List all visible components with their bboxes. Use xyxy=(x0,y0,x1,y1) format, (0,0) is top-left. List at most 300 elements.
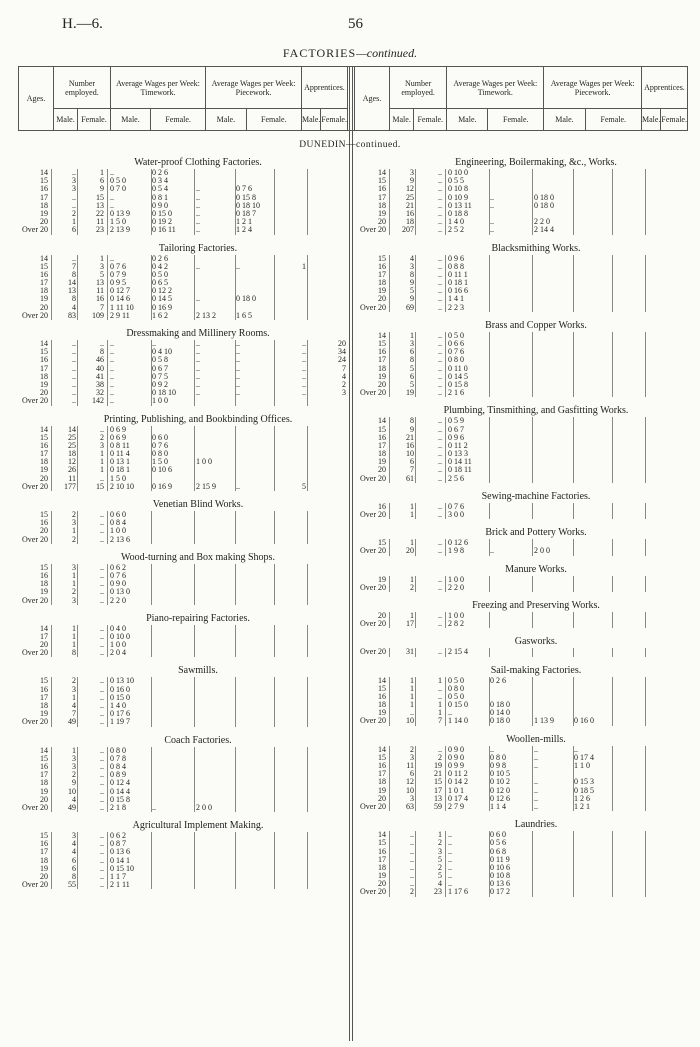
table-section xyxy=(18,156,348,235)
column-rule xyxy=(645,831,646,897)
cell-timework-male: 1 0 0 xyxy=(448,610,464,620)
cell-number-male: 3 xyxy=(72,595,76,605)
cell-age: 16 xyxy=(40,839,48,849)
column-rule xyxy=(389,332,390,398)
cell-timework-female: 0 9 8 xyxy=(490,761,506,770)
cell-timework-male: .. xyxy=(110,347,114,357)
cell-timework-male: .. xyxy=(110,355,114,365)
table-row xyxy=(18,255,348,263)
cell-timework-male: 0 13 3 xyxy=(448,449,468,459)
cell-timework-female: 0 10 5 xyxy=(490,769,510,779)
table-row xyxy=(18,641,348,649)
cell-timework-male: 0 14 2 xyxy=(448,777,468,787)
cell-timework-female: 0 16 9 xyxy=(152,302,172,312)
cell-piecework-female: 1 2 1 xyxy=(574,801,590,811)
cell-age: 15 xyxy=(378,683,386,693)
cell-timework-male: .. xyxy=(110,363,114,373)
cell-age: Over 20 xyxy=(22,717,48,727)
table-row xyxy=(18,694,348,702)
cell-timework-male: .. xyxy=(448,838,452,848)
column-rule xyxy=(274,169,275,235)
cell-number-male: 83 xyxy=(68,310,76,320)
table-row xyxy=(18,865,348,873)
column-rule xyxy=(573,332,574,398)
cell-number-female: 2 xyxy=(100,432,104,442)
cell-number-male: .. xyxy=(72,363,76,373)
table-section xyxy=(356,404,686,483)
table-row xyxy=(356,373,686,381)
cell-timework-male: 0 13 10 xyxy=(110,676,134,686)
cell-number-female: .. xyxy=(100,753,104,763)
cell-number-male: 7 xyxy=(72,261,76,271)
column-rule xyxy=(274,255,275,321)
cell-timework-male: 0 9 6 xyxy=(448,253,464,263)
column-rule xyxy=(489,677,490,726)
column-header-left xyxy=(18,66,348,131)
cell-number-female: 19 xyxy=(434,761,442,770)
cell-number-male: 1 xyxy=(410,675,414,685)
column-rule xyxy=(415,677,416,726)
cell-age: 19 xyxy=(40,863,48,873)
cell-number-female: .. xyxy=(100,579,104,589)
cell-number-female: .. xyxy=(438,510,442,519)
section-rows xyxy=(18,340,348,406)
column-rule xyxy=(274,677,275,726)
cell-apprentices-male: .. xyxy=(302,355,306,365)
column-divider xyxy=(349,66,350,1041)
cell-timework-female: 0 2 6 xyxy=(152,253,168,263)
cell-age: Over 20 xyxy=(22,310,48,320)
column-rule xyxy=(573,169,574,235)
cell-age: 16 xyxy=(378,846,386,856)
cell-piecework-male: .. xyxy=(196,184,200,194)
cell-piecework-male: 1 0 0 xyxy=(196,457,212,467)
cell-piecework-male: .. xyxy=(196,363,200,373)
cell-timework-male: 1 0 0 xyxy=(448,574,464,584)
cell-age: 14 xyxy=(378,416,386,426)
cell-piecework-female: 0 15 3 xyxy=(574,777,594,787)
section-title: Agricultural Implement Making. xyxy=(132,820,264,832)
cell-age: 20 xyxy=(40,872,48,881)
table-row xyxy=(356,746,686,754)
cell-timework-male: 0 15 8 xyxy=(448,379,468,389)
table-row xyxy=(18,356,348,364)
column-rule xyxy=(645,612,646,628)
cell-age: 18 xyxy=(378,777,386,787)
city-heading: DUNEDIN—continued. xyxy=(299,140,401,150)
table-section xyxy=(18,327,348,406)
cell-age: 14 xyxy=(40,424,48,434)
cell-timework-male: 0 7 9 xyxy=(110,269,126,279)
cell-age: 15 xyxy=(40,261,48,271)
cell-timework-male: 0 14 5 xyxy=(448,371,468,381)
cell-number-female: 17 xyxy=(434,785,442,795)
cell-apprentices-female: 3 xyxy=(342,388,346,398)
cell-timework-male: 1 4 1 xyxy=(448,294,464,304)
column-rule xyxy=(77,169,78,235)
column-rule xyxy=(612,255,613,312)
column-rule xyxy=(151,625,152,658)
cell-number-female: 6 xyxy=(100,176,104,186)
cell-piecework-male: 1 13 9 xyxy=(534,716,554,726)
column-rule xyxy=(77,340,78,406)
cell-number-female: .. xyxy=(100,761,104,771)
cell-age: 17 xyxy=(40,847,48,857)
cell-age: 20 xyxy=(40,217,48,227)
cell-number-male: 21 xyxy=(406,200,414,210)
cell-age: 16 xyxy=(40,355,48,365)
table-row xyxy=(18,755,348,763)
cell-timework-male: 0 17 6 xyxy=(110,709,130,719)
cell-number-male: 7 xyxy=(72,709,76,719)
cell-number-female: .. xyxy=(100,339,104,348)
cell-apprentices-male: .. xyxy=(302,339,306,348)
column-rule xyxy=(389,612,390,628)
column-rule xyxy=(51,169,52,235)
cell-piecework-male: .. xyxy=(534,793,538,803)
cell-timework-female: 0 8 0 xyxy=(152,449,168,459)
cell-number-female: .. xyxy=(438,388,442,398)
cell-number-male: 8 xyxy=(72,294,76,304)
cell-piecework-female: .. xyxy=(236,379,240,389)
cell-number-female: .. xyxy=(100,587,104,597)
section-rows xyxy=(18,677,348,726)
cell-number-male: 4 xyxy=(72,794,76,804)
cell-piecework-male: .. xyxy=(196,225,200,235)
cell-number-female: 2 xyxy=(438,752,442,762)
cell-number-female: .. xyxy=(438,200,442,210)
cell-apprentices-female: 20 xyxy=(338,339,346,348)
cell-timework-female: 0 3 4 xyxy=(152,176,168,186)
cell-timework-female: 0 6 0 xyxy=(490,830,506,840)
cell-timework-male: .. xyxy=(110,168,114,177)
cell-number-male: .. xyxy=(72,168,76,177)
cell-age: 15 xyxy=(40,347,48,357)
column-rule xyxy=(151,511,152,544)
cell-piecework-female: 0 18 5 xyxy=(574,785,594,795)
cell-number-male: 8 xyxy=(410,269,414,279)
cell-number-female: 2 xyxy=(438,838,442,848)
table-row xyxy=(356,458,686,466)
column-rule xyxy=(445,332,446,398)
column-rule xyxy=(612,746,613,812)
table-row xyxy=(18,536,348,544)
cell-number-male: 3 xyxy=(72,831,76,841)
cell-piecework-male: 2 0 0 xyxy=(534,546,550,556)
column-rule xyxy=(235,340,236,406)
cell-age: 16 xyxy=(378,761,386,770)
cell-timework-female: 0 16 11 xyxy=(152,225,176,235)
cell-age: 18 xyxy=(40,701,48,710)
cell-age: 18 xyxy=(378,862,386,872)
cell-number-male: 2 xyxy=(72,534,76,544)
section-title: Manure Works. xyxy=(505,563,567,575)
cell-timework-male: 0 8 0 xyxy=(448,355,464,365)
table-section xyxy=(18,734,348,813)
cell-number-male: 9 xyxy=(410,424,414,434)
cell-age: 20 xyxy=(378,379,386,389)
section-title: Water-proof Clothing Factories. xyxy=(134,157,262,168)
table-row xyxy=(356,701,686,709)
cell-timework-male: 0 5 9 xyxy=(448,416,464,426)
header-female: Female. xyxy=(78,109,111,131)
column-rule xyxy=(151,832,152,889)
table-row xyxy=(356,271,686,279)
cell-piecework-female: .. xyxy=(236,481,240,491)
section-rows xyxy=(356,539,686,555)
table-section xyxy=(356,733,686,812)
cell-age: Over 20 xyxy=(22,802,48,812)
cell-age: 15 xyxy=(40,562,48,572)
cell-timework-female: 0 8 0 xyxy=(490,752,506,762)
table-row xyxy=(356,226,686,234)
table-row xyxy=(18,804,348,812)
cell-timework-male: 1 0 1 xyxy=(448,785,464,795)
column-rule xyxy=(307,255,308,321)
cell-number-female: .. xyxy=(438,449,442,459)
cell-timework-male: 2 10 10 xyxy=(110,481,134,491)
cell-number-female: 1 xyxy=(100,168,104,177)
cell-number-female: .. xyxy=(438,261,442,271)
cell-age: Over 20 xyxy=(360,647,386,657)
cell-number-female: .. xyxy=(100,692,104,702)
cell-timework-female: 0 10 6 xyxy=(490,862,510,872)
cell-number-male: 1 xyxy=(72,570,76,580)
cell-timework-female: 0 4 10 xyxy=(152,347,172,357)
cell-piecework-female: .. xyxy=(236,371,240,381)
cell-timework-male: 2 7 9 xyxy=(448,801,464,811)
cell-number-female: 15 xyxy=(96,192,104,202)
table-section xyxy=(18,551,348,605)
cell-number-female: 23 xyxy=(96,225,104,235)
cell-number-male: 11 xyxy=(406,761,414,770)
column-rule xyxy=(151,340,152,406)
cell-number-male: .. xyxy=(410,830,414,840)
cell-number-male: 9 xyxy=(410,294,414,304)
cell-number-male: 2 xyxy=(72,770,76,780)
cell-number-female: 1 xyxy=(100,457,104,467)
cell-piecework-female: 0 15 8 xyxy=(236,192,256,202)
table-section xyxy=(18,242,348,321)
cell-number-male: 16 xyxy=(406,208,414,218)
column-rule xyxy=(77,625,78,658)
cell-age: 20 xyxy=(40,526,48,536)
cell-piecework-female: .. xyxy=(236,388,240,398)
cell-timework-female: 0 6 7 xyxy=(152,363,168,373)
cell-timework-male: 0 7 6 xyxy=(110,261,126,271)
cell-number-female: 9 xyxy=(100,184,104,194)
cell-number-male: .. xyxy=(410,854,414,864)
table-row xyxy=(18,194,348,202)
cell-number-female: .. xyxy=(438,225,442,235)
section-title: Wood-turning and Box making Shops. xyxy=(121,551,275,563)
column-rule xyxy=(307,677,308,726)
column-rule xyxy=(612,576,613,592)
column-rule xyxy=(532,332,533,398)
cell-age: 15 xyxy=(378,424,386,434)
cell-piecework-male: .. xyxy=(196,217,200,227)
column-rule xyxy=(77,564,78,605)
cell-number-male: 16 xyxy=(406,440,414,450)
column-rule xyxy=(307,832,308,889)
column-rule xyxy=(151,169,152,235)
cell-timework-male: 0 13 1 xyxy=(110,457,130,467)
cell-number-female: .. xyxy=(100,717,104,727)
cell-piecework-male: .. xyxy=(196,347,200,357)
cell-timework-male: .. xyxy=(448,862,452,872)
column-rule xyxy=(389,746,390,812)
table-row xyxy=(356,848,686,856)
section-title: Printing, Publishing, and Bookbinding Offices. xyxy=(103,413,293,425)
cell-number-male: 4 xyxy=(72,847,76,857)
cell-age: 17 xyxy=(378,355,386,365)
cell-age: Over 20 xyxy=(360,510,386,519)
cell-number-male: 5 xyxy=(410,363,414,373)
cell-number-male: 5 xyxy=(410,286,414,296)
cell-timework-male: 2 9 11 xyxy=(110,310,130,320)
cell-timework-female: 0 6 8 xyxy=(490,846,506,856)
cell-timework-male: 0 7 0 xyxy=(110,184,126,194)
cell-age: Over 20 xyxy=(22,534,48,544)
cell-age: 20 xyxy=(40,473,48,483)
table-section xyxy=(356,490,686,519)
section-rows xyxy=(356,746,686,812)
cell-number-female: .. xyxy=(438,691,442,701)
cell-number-female: 142 xyxy=(92,396,104,406)
cell-age: Over 20 xyxy=(360,619,386,629)
column-rule xyxy=(645,746,646,812)
table-row xyxy=(356,831,686,839)
cell-timework-male: 0 5 5 xyxy=(448,176,464,186)
table-row xyxy=(356,304,686,312)
cell-number-female: .. xyxy=(100,595,104,605)
section-title: Coach Factories. xyxy=(164,734,232,746)
cell-age: 14 xyxy=(40,623,48,633)
cell-number-male: 18 xyxy=(68,449,76,459)
cell-piecework-male: .. xyxy=(196,261,200,271)
column-rule xyxy=(389,831,390,897)
section-title: Dressmaking and Millinery Rooms. xyxy=(126,328,270,339)
cell-timework-female: 0 12 0 xyxy=(490,785,510,795)
cell-timework-female: 0 15 0 xyxy=(152,208,172,218)
table-row xyxy=(18,397,348,405)
table-row xyxy=(18,185,348,193)
cell-number-male: 1 xyxy=(410,691,414,701)
cell-age: 20 xyxy=(40,640,48,650)
cell-age: 18 xyxy=(40,286,48,296)
table-row xyxy=(356,685,686,693)
column-rule xyxy=(415,169,416,235)
column-rule xyxy=(489,417,490,483)
column-rule xyxy=(415,576,416,592)
cell-timework-male: 0 13 6 xyxy=(110,847,130,857)
cell-age: 18 xyxy=(40,778,48,788)
header-piecework: Average Wages per Week: Piecework. xyxy=(206,67,302,109)
column-rule xyxy=(77,747,78,813)
cell-number-male: 8 xyxy=(72,269,76,279)
column-rule xyxy=(389,169,390,235)
column-rule xyxy=(51,340,52,406)
cell-number-female: .. xyxy=(438,538,442,548)
cell-number-female: .. xyxy=(438,619,442,629)
cell-timework-female: 0 7 5 xyxy=(152,371,168,381)
table-row xyxy=(18,210,348,218)
column-rule xyxy=(645,576,646,592)
table-row xyxy=(18,263,348,271)
cell-number-male: 6 xyxy=(72,855,76,865)
column-rule xyxy=(107,677,108,726)
cell-timework-male: 0 9 5 xyxy=(110,278,126,288)
right-column xyxy=(356,156,686,904)
cell-age: 15 xyxy=(40,676,48,686)
column-rule xyxy=(415,503,416,519)
table-row xyxy=(18,588,348,596)
cell-timework-male: 1 0 0 xyxy=(110,640,126,650)
cell-timework-male: 1 4 0 xyxy=(110,701,126,710)
cell-number-female: 13 xyxy=(96,200,104,210)
cell-timework-male: 2 2 3 xyxy=(448,302,464,312)
cell-number-female: .. xyxy=(438,253,442,263)
cell-number-male: .. xyxy=(72,371,76,381)
column-rule xyxy=(532,417,533,483)
cell-timework-male: 0 12 4 xyxy=(110,778,130,788)
cell-piecework-male: .. xyxy=(196,200,200,210)
cell-number-female: .. xyxy=(438,347,442,357)
cell-number-female: .. xyxy=(100,770,104,780)
table-row xyxy=(18,348,348,356)
column-rule xyxy=(645,648,646,656)
column-rule xyxy=(645,169,646,235)
cell-timework-male: 0 8 4 xyxy=(110,518,126,528)
cell-timework-male: 0 18 1 xyxy=(110,465,130,475)
cell-timework-male: 0 11 2 xyxy=(448,769,468,779)
column-rule xyxy=(532,576,533,592)
column-rule xyxy=(107,255,108,321)
cell-number-female: .. xyxy=(438,339,442,348)
table-row xyxy=(18,747,348,755)
table-row xyxy=(356,872,686,880)
cell-timework-male: 0 7 6 xyxy=(110,570,126,580)
cell-age: 16 xyxy=(378,261,386,271)
cell-number-male: 3 xyxy=(72,562,76,572)
cell-timework-male: 1 0 0 xyxy=(110,526,126,536)
cell-age: 17 xyxy=(40,278,48,288)
column-rule xyxy=(445,539,446,555)
cell-number-female: 1 xyxy=(100,465,104,475)
cell-piecework-male: .. xyxy=(196,355,200,365)
column-rule xyxy=(532,255,533,312)
header-female: Female. xyxy=(585,109,641,131)
section-title: Engineering, Boilermaking, &c., Works. xyxy=(455,157,617,168)
cell-apprentices-male: 5 xyxy=(302,481,306,491)
column-rule xyxy=(107,511,108,544)
cell-age: 14 xyxy=(378,675,386,685)
table-row xyxy=(18,572,348,580)
column-rule xyxy=(573,746,574,812)
column-rule xyxy=(645,677,646,726)
cell-timework-female: 0 10 6 xyxy=(152,465,172,475)
column-rule xyxy=(77,426,78,492)
column-rule xyxy=(445,612,446,628)
cell-number-female: 32 xyxy=(96,388,104,398)
header-male: Male. xyxy=(641,109,660,131)
cell-number-female: 13 xyxy=(96,278,104,288)
cell-number-male: 26 xyxy=(68,465,76,475)
cell-timework-male: 0 6 9 xyxy=(110,424,126,434)
cell-number-female: .. xyxy=(100,570,104,580)
cell-age: 18 xyxy=(378,200,386,210)
column-rule xyxy=(445,169,446,235)
